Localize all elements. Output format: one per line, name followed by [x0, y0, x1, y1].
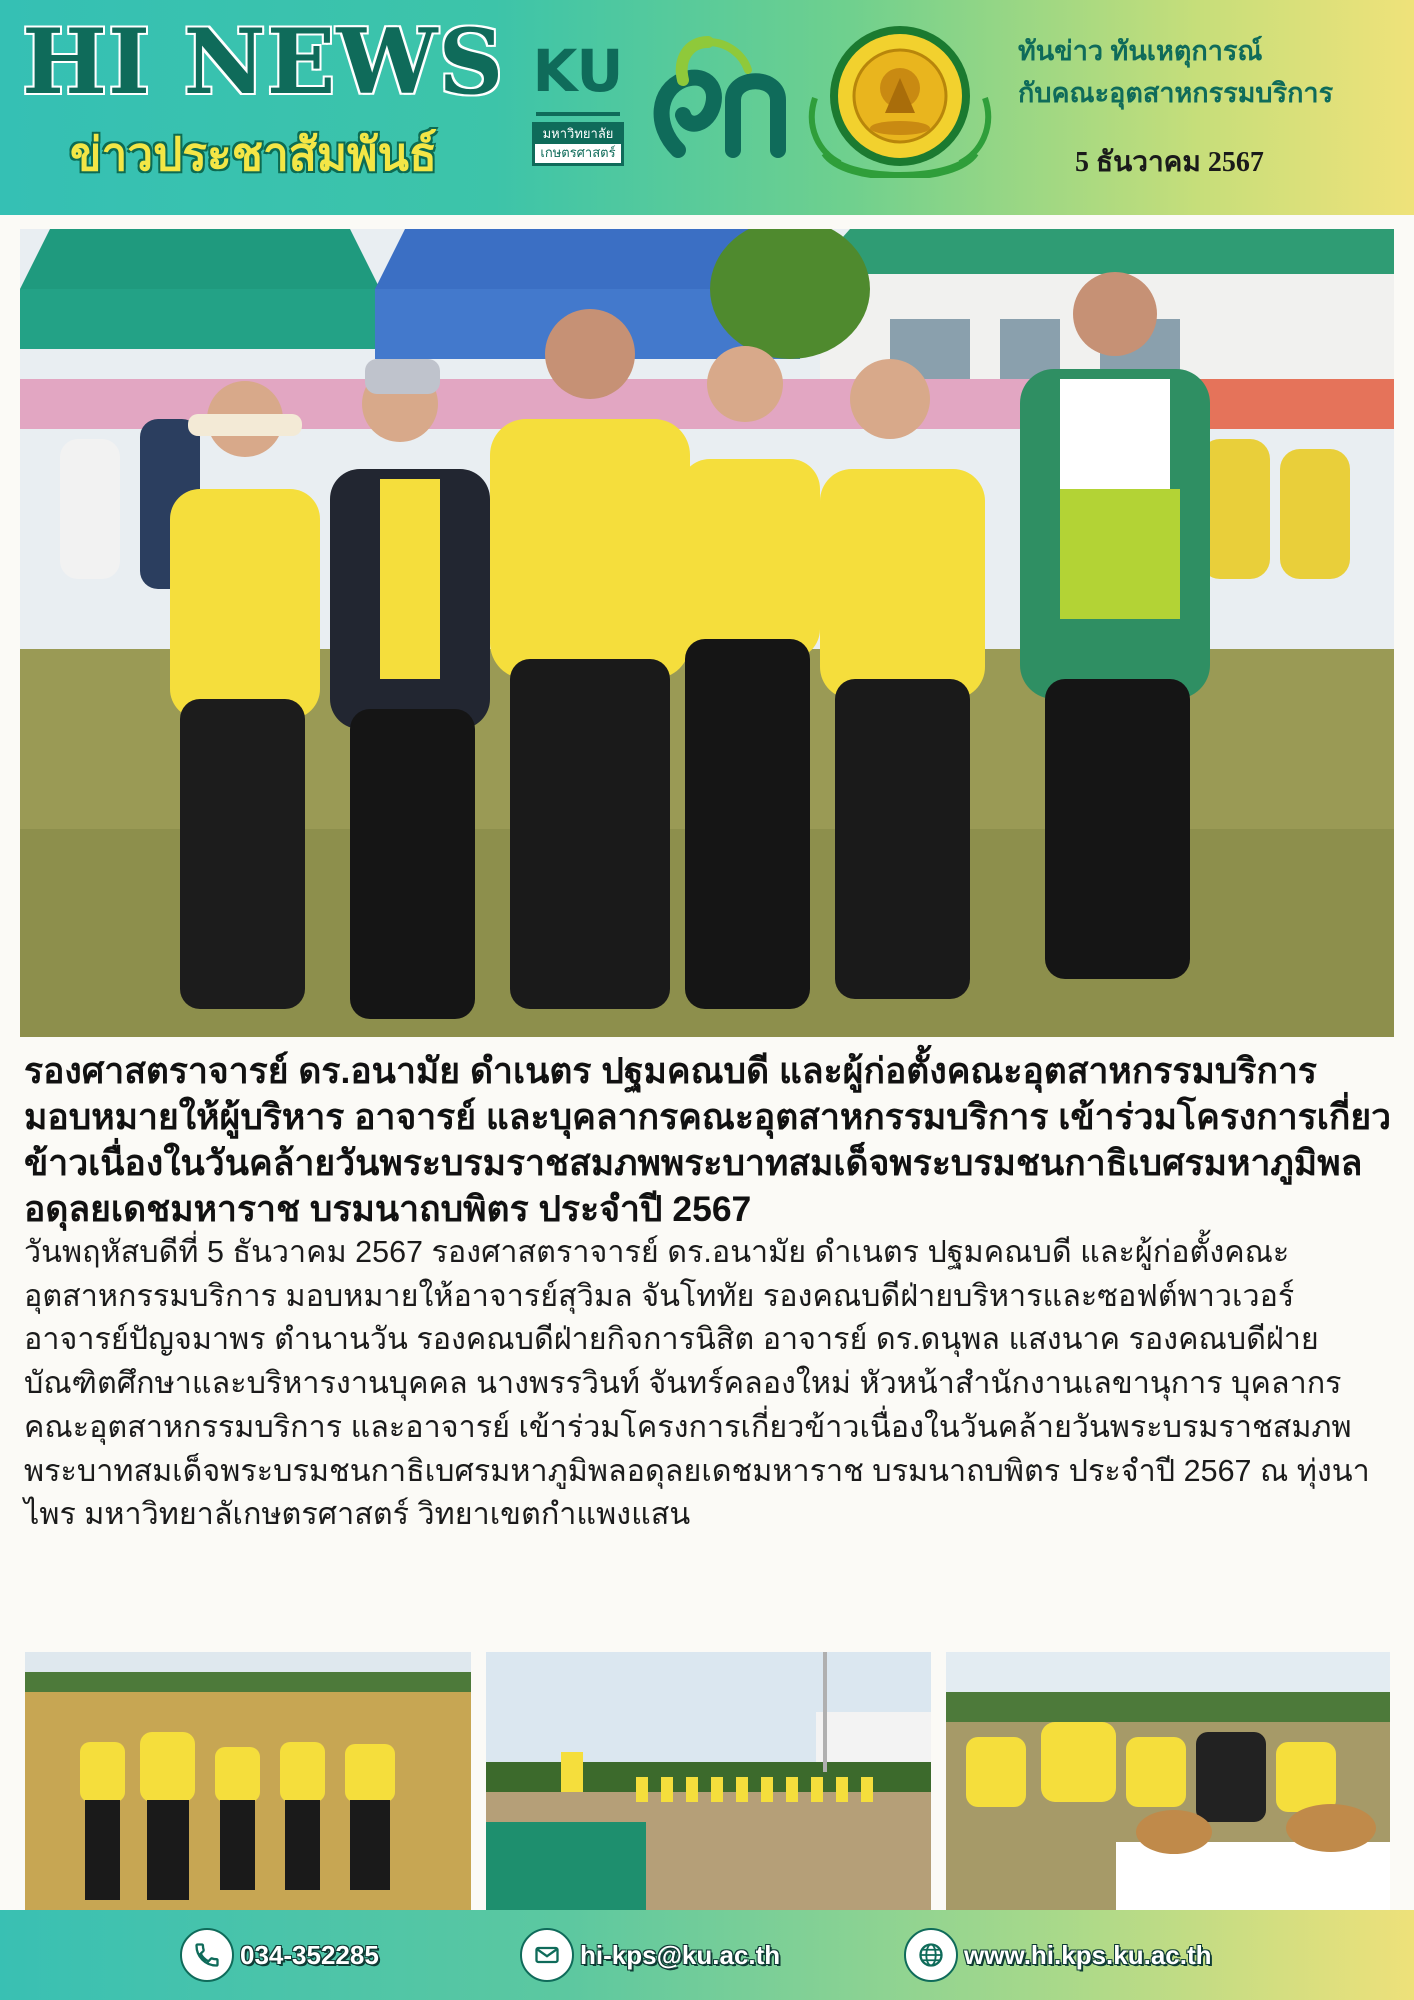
- ku-logo-caption-line2: เกษตรศาสตร์: [535, 144, 621, 163]
- email-address: hi-kps@ku.ac.th: [580, 1939, 781, 1970]
- brand-subtitle: ข่าวประชาสัมพันธ์: [70, 128, 438, 180]
- website-url: www.hi.kps.ku.ac.th: [964, 1939, 1212, 1970]
- assembly-photo: [486, 1652, 931, 1910]
- ku-logo: [528, 36, 628, 166]
- header-banner: [0, 0, 1414, 215]
- ku-logo-underline: [536, 112, 620, 116]
- tagline: [1018, 30, 1398, 114]
- harvest-baskets-photo: [946, 1652, 1390, 1910]
- phone-icon: [180, 1928, 234, 1982]
- rice-field-photo: [25, 1652, 471, 1910]
- faculty-seal: [805, 18, 995, 178]
- anniversary-80-text: ๘๐: [722, 168, 724, 169]
- issue-date: 5 ธันวาคม 2567: [1075, 147, 1264, 178]
- footer-email[interactable]: [520, 1928, 780, 1982]
- ku-logo-caption-line1: มหาวิทยาลัย: [542, 127, 614, 142]
- anniversary-80-logo: [648, 30, 798, 170]
- tagline-line1: ทันข่าว ทันเหตุการณ์: [1018, 36, 1263, 66]
- ku-logo-letters: KU: [532, 37, 624, 105]
- main-group-photo: [20, 229, 1394, 1037]
- globe-icon: [904, 1928, 958, 1982]
- footer-website[interactable]: [904, 1928, 1212, 1982]
- article-body: วันพฤหัสบดีที่ 5 ธันวาคม 2567 รองศาสตราจารย์ ดร.อนามัย ดำเนตร ปฐมคณบดี และผู้ก่อตั้งคณะอุตสาหกรรมบริการ มอบหมายให้อาจารย์สุวิมล จันโททัย รองคณบดีฝ่ายบริหารและซอฟต์พาวเวอร์ อาจารย์ปัญจมาพร ตำนานวัน รองคณบดีฝ่ายกิจการนิสิต อาจารย์ ดร.ดนุพล แสงนาค รองคณบดีฝ่ายบัณฑิตศึกษาและบริหารงานบุคคล นางพรรวินท์ จันทร์คลองใหม่ หัวหน้าสำนักงานเลขานุการ บุคลากรคณะอุตสาหกรรมบริการ และอาจารย์ เข้าร่วมโครงการเกี่ยวข้าวเนื่องในวันคล้ายวันพระบรมราชสมภพพระบาทสมเด็จพระบรมชนกาธิเบศรมหาภูมิพลอดุลยเดชมหาราช บรมนาถบพิตร ประจำปี 2567 ณ ทุ่งนาไพร มหาวิทยาลัเกษตรศาสตร์ วิทยาเขตกำแพงแสน: [24, 1235, 1370, 1532]
- brand-title: HI NEWS: [22, 9, 505, 115]
- article-headline: รองศาสตราจารย์ ดร.อนามัย ดำเนตร ปฐมคณบดี และผู้ก่อตั้งคณะอุตสาหกรรมบริการ มอบหมายให้ผู้บริหาร อาจารย์ และบุคลากรคณะอุตสาหกรรมบริการ เข้าร่วมโครงการเกี่ยวข้าวเนื่องในวันคล้ายวันพระบรมราชสมภพพระบาทสมเด็จพระบรมชนกาธิเบศรมหาภูมิพลอดุลยเดชมหาราช บรมนาถบพิตร ประจำปี 2567: [24, 1051, 1392, 1229]
- footer-phone[interactable]: [180, 1928, 379, 1982]
- mail-icon: [520, 1928, 574, 1982]
- footer-bar: [0, 1910, 1414, 2000]
- ku-logo-caption: [532, 122, 624, 166]
- tagline-line2: กับคณะอุตสาหกรรมบริการ: [1018, 78, 1334, 108]
- phone-number: 034-352285: [240, 1939, 379, 1970]
